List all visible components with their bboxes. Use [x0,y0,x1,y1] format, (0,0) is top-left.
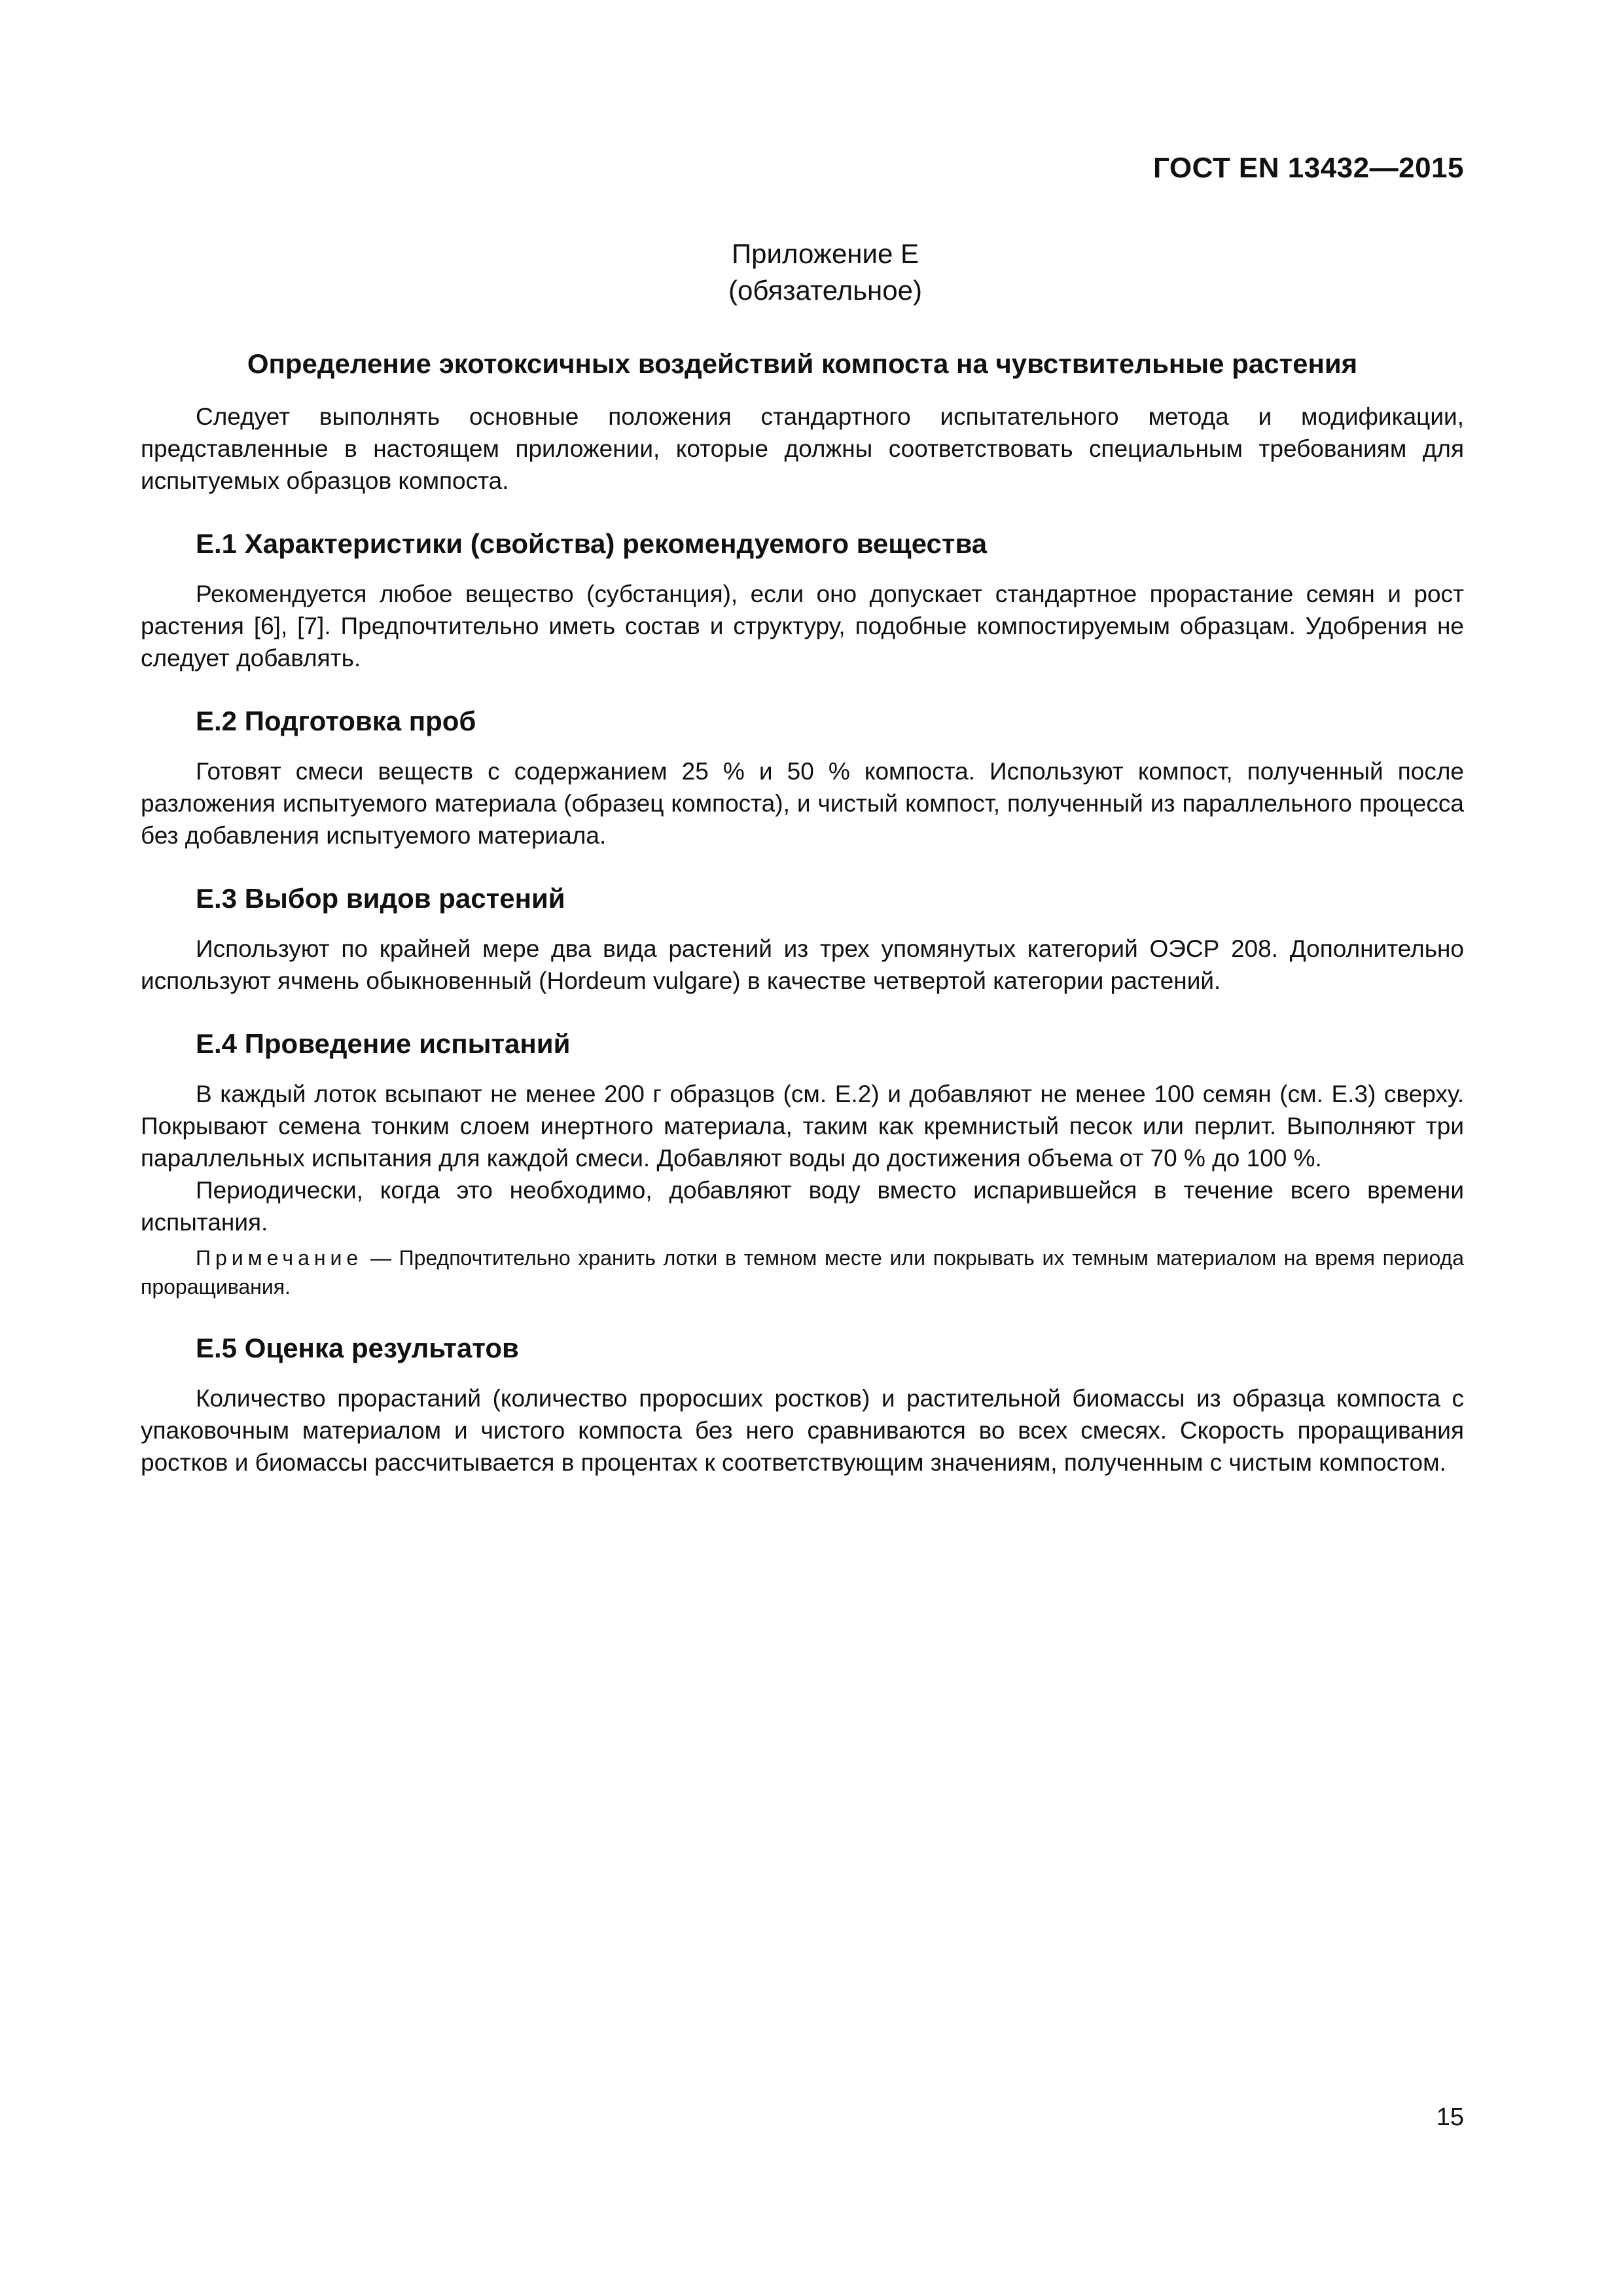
note-text: — Предпочтительно хранить лотки в темном месте или покрывать их темным материалом на время периода проращивания. [141,1246,1464,1299]
section-e4-paragraph-1: В каждый лоток всыпают не менее 200 г образцов (см. Е.2) и добавляют не менее 100 семян (см. Е.3) сверху. Покрывают семена тонким слоем инертного материала, таким как кремнистый песок или перлит. Выполняют три параллельных испытания для каждой смеси. Добавляют воды до достижения объема от 70 % до 100 %. [141,1081,1464,1172]
document-code: ГОСТ EN 13432—2015 [1153,152,1464,184]
intro-paragraph: Следует выполнять основные положения стандартного испытательного метода и модификации, представленные в настоящем приложении, которые должны соответствовать специальным требованиям для испытуемых образцов компоста. [141,403,1464,494]
note-label: Примечание [196,1246,363,1270]
appendix-title: Определение экотоксичных воздействий компоста на чувствительные растения [247,348,1358,379]
section-e1-paragraph: Рекомендуется любое вещество (субстанция), если оно допускает стандартное прорастание семян и рост растения [6], [7]. Предпочтительно иметь состав и структуру, подобные компостируемым образцам. Удобрения не следует добавлять. [141,581,1464,672]
section-heading-e5: Е.5 Оценка результатов [196,1333,519,1363]
section-e3-paragraph: Используют по крайней мере два вида растений из трех упомянутых категорий ОЭСР 208. Дополнительно используют ячмень обыкновенный (Hordeum vulgare) в качестве четвертой категории растений. [141,935,1464,994]
section-e4-note [141,1244,1464,1301]
section-heading-e2: Е.2 Подготовка проб [196,706,476,736]
section-heading-e1: Е.1 Характеристики (свойства) рекомендуемого вещества [196,528,988,559]
page-content [141,236,1464,1479]
section-heading-e3: Е.3 Выбор видов растений [196,883,565,914]
section-e4-paragraph-2: Периодически, когда это необходимо, добавляют воду вместо испарившейся в течение всего времени испытания. [141,1177,1464,1236]
page-number: 15 [1436,2104,1464,2131]
section-heading-e4: Е.4 Проведение испытаний [196,1028,571,1059]
section-e5-paragraph: Количество прорастаний (количество проросших ростков) и растительной биомассы из образца компоста с упаковочным материалом и чистого компоста без него сравниваются во всех смесях. Скорость проращивания ростков и биомассы рассчитывается в процентах к соответствующим значениям, полученным с чистым компостом. [141,1385,1464,1476]
appendix-label: Приложение Е [731,238,919,269]
section-e2-paragraph: Готовят смеси веществ с содержанием 25 % и 50 % компоста. Используют компост, полученный после разложения испытуемого материала (образец компоста), и чистый компост, полученный из параллельного процесса без добавления испытуемого материала. [141,758,1464,849]
appendix-status: (обязательное) [728,275,922,306]
